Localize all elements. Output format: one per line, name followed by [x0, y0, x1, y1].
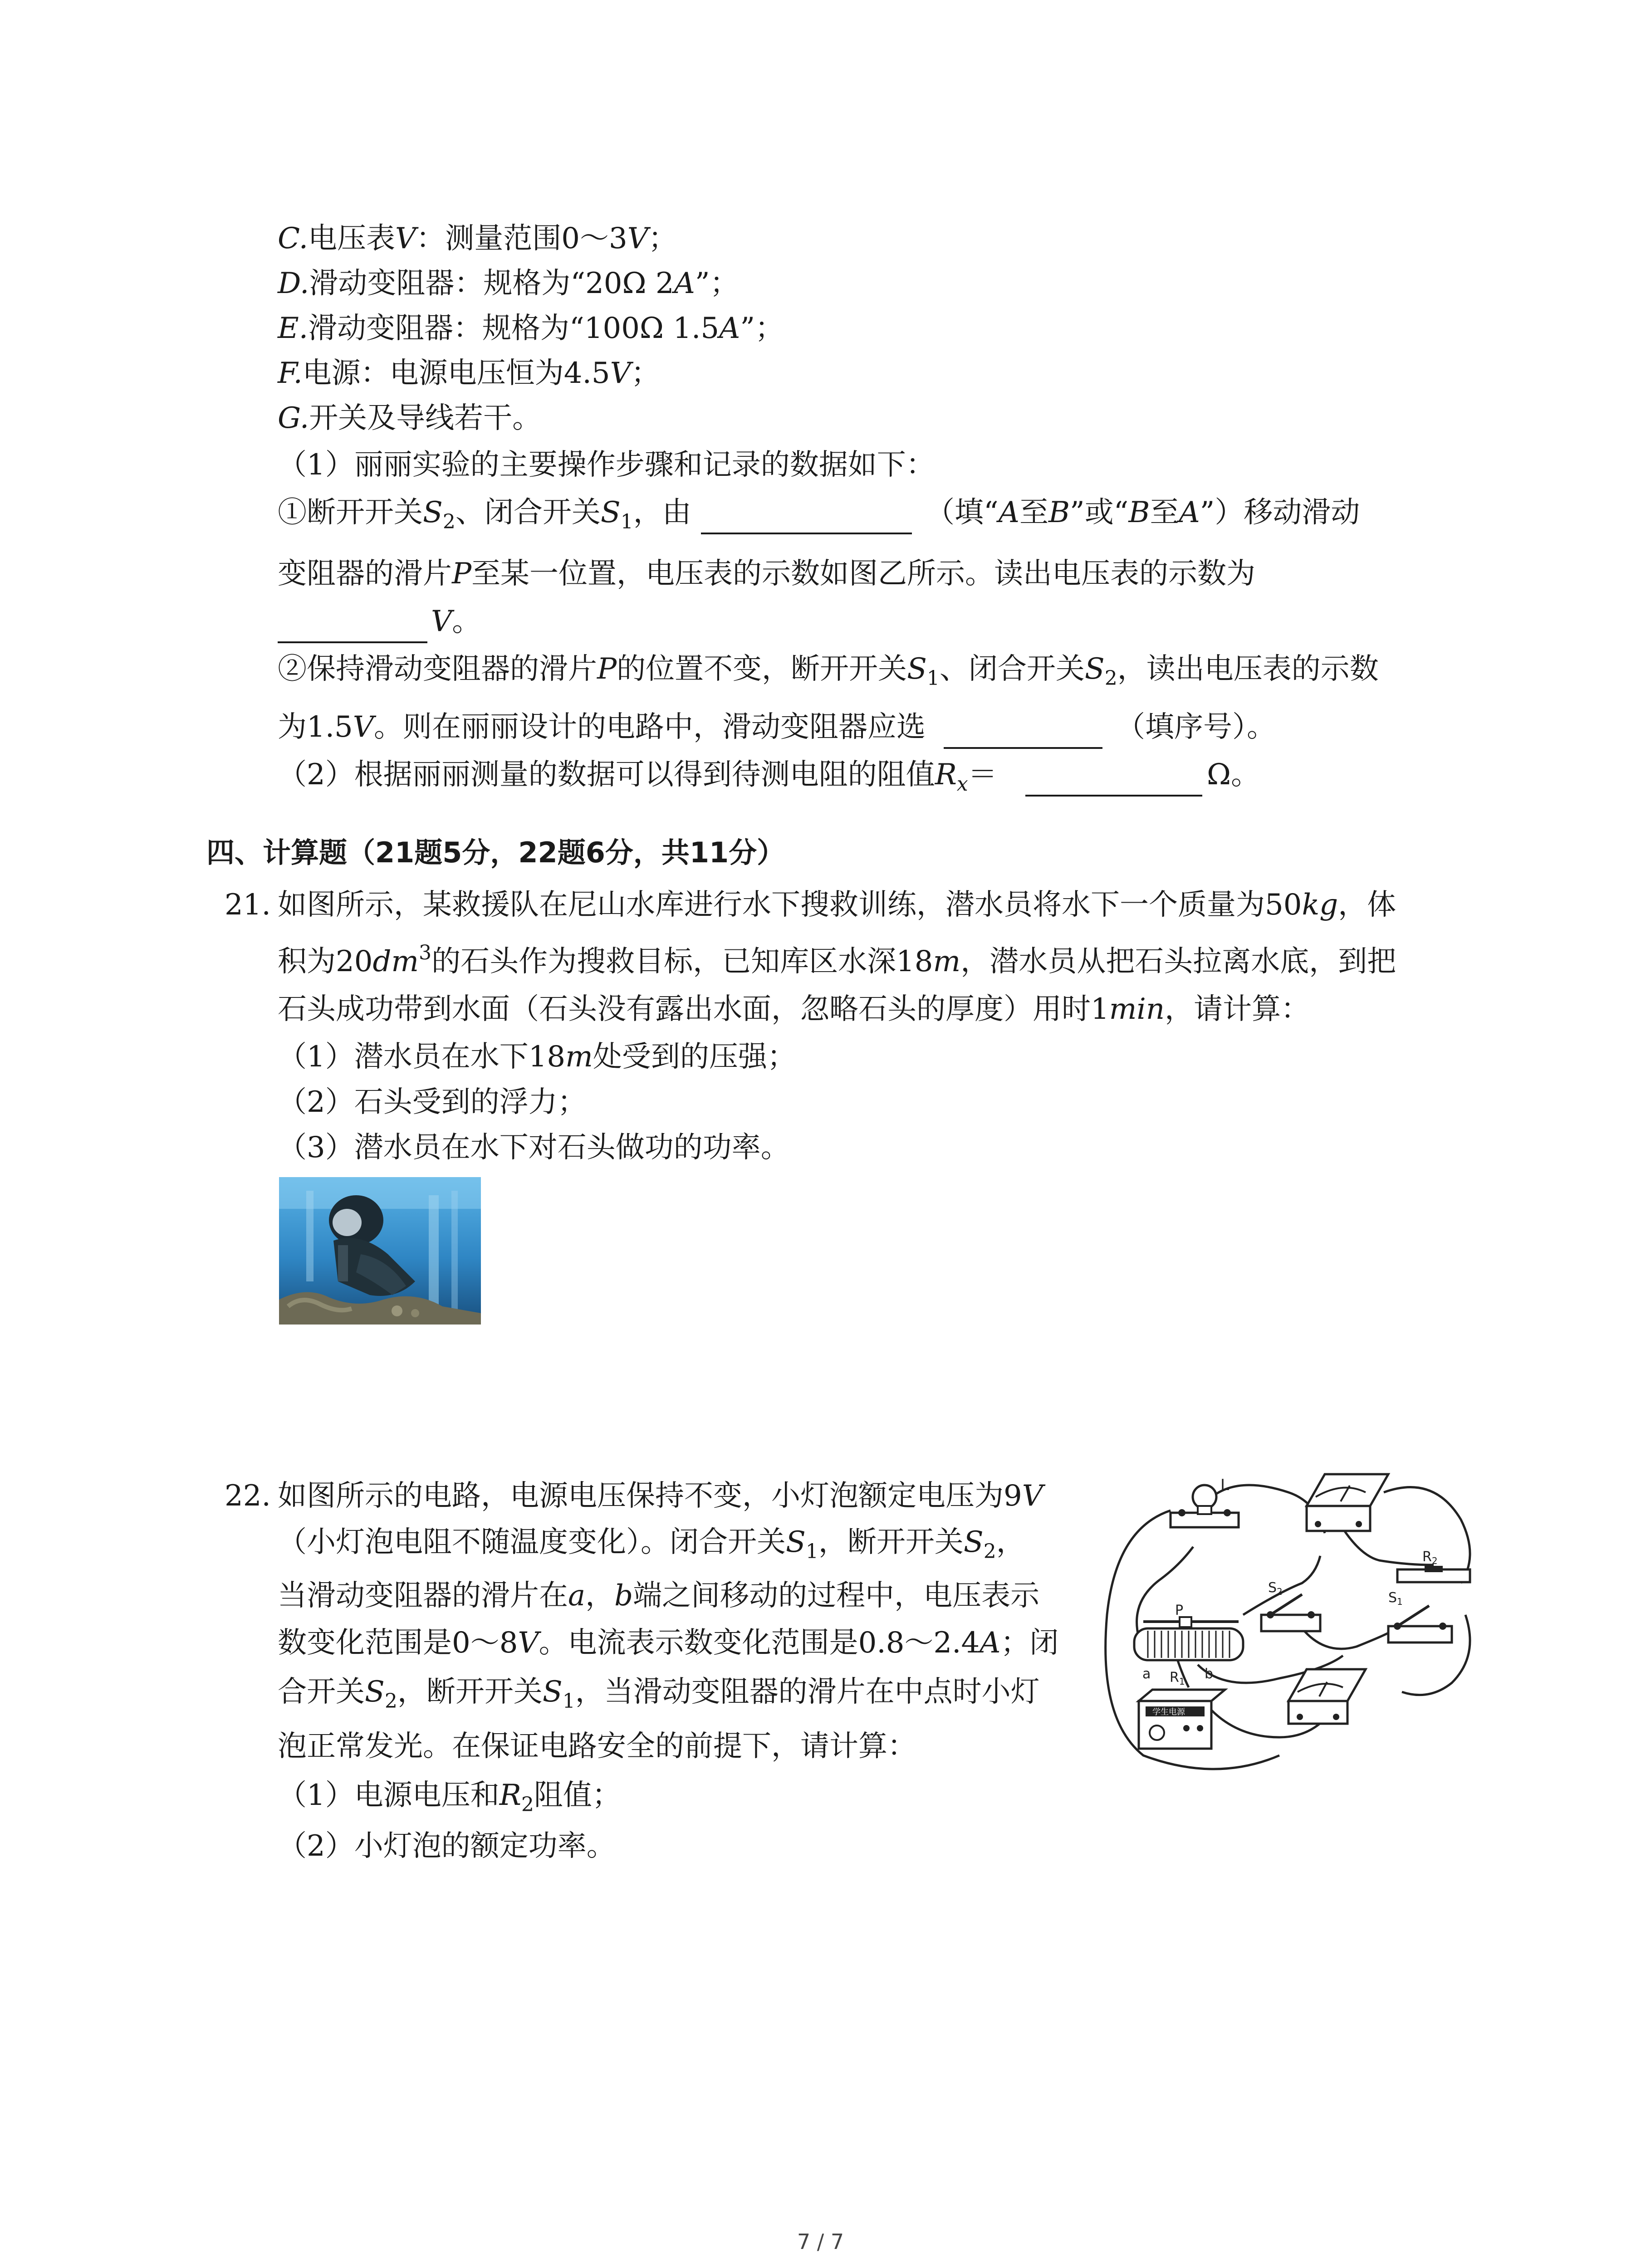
end-a-label: a	[1142, 1666, 1151, 1682]
q21-line3: 石头成功带到水面（石头没有露出水面，忽略石头的厚度）用时1min，请计算：	[278, 992, 1310, 1026]
s2-label: S	[1268, 1580, 1277, 1596]
q21-line1: 如图所示，某救援队在尼山水库进行水下搜救训练，潜水员将水下一个质量为50kg，体	[278, 888, 1396, 922]
rheostat-R1	[1134, 1603, 1243, 1687]
q20-step2-line1: ②保持滑动变阻器的滑片P的位置不变，断开开关$S_1$、闭合开关$S_2$，读出电压表的示数	[278, 652, 1379, 690]
lamp-label: L	[1220, 1476, 1229, 1494]
q21-part2: （2）石头受到的浮力；	[278, 1085, 587, 1119]
s2-label-sub: 2	[1277, 1586, 1283, 1597]
q22-number: 22.	[225, 1479, 271, 1513]
answer-blank-rheostat[interactable]	[944, 718, 1102, 749]
q20-step1-line2: 变阻器的滑片P至某一位置，电压表的示数如图乙所示。读出电压表的示数为	[278, 557, 1256, 591]
circuit-diagram	[1089, 1465, 1497, 1774]
option-g: G.开关及导线若干。	[278, 401, 542, 435]
q20-step1-line1: ①断开开关$S_2$、闭合开关$S_1$，由	[278, 496, 691, 533]
option-e: E.滑动变阻器：规格为“100Ω 1.5A”；	[278, 312, 784, 345]
q22-line6: 泡正常发光。在保证电路安全的前提下，请计算：	[278, 1730, 916, 1763]
q20-step2-fill-hint: （填序号）。	[1116, 710, 1276, 744]
voltmeter-icon	[1288, 1669, 1366, 1724]
svg-text:S1	[1388, 1590, 1403, 1607]
q22-line3: 当滑动变阻器的滑片在a，b端之间移动的过程中，电压表示	[278, 1579, 1040, 1613]
answer-blank-direction[interactable]	[701, 503, 912, 534]
q20-part2-unit: Ω。	[1207, 758, 1260, 792]
ammeter-icon	[1307, 1474, 1388, 1531]
q22-line1: 如图所示的电路，电源电压保持不变，小灯泡额定电压为9V	[278, 1479, 1043, 1513]
q22-line2: （小灯泡电阻不随温度变化）。闭合开关$S_1$，断开开关$S_2$，	[278, 1525, 1025, 1563]
option-d: D.滑动变阻器：规格为“20Ω 2A”；	[278, 267, 739, 300]
s1-label-sub: 1	[1397, 1596, 1403, 1607]
q20-step1-choice: （填“A至B”或“B至A”）移动滑动	[926, 496, 1360, 529]
s1-label: S	[1388, 1590, 1397, 1606]
end-b-label: b	[1205, 1666, 1214, 1682]
svg-text:S2	[1268, 1580, 1283, 1597]
q22-part1: （1）电源电压和$R_2$阻值；	[278, 1779, 621, 1816]
q21-part3: （3）潜水员在水下对石头做功的功率。	[278, 1131, 790, 1164]
q20-step1-unit: V。	[431, 605, 481, 638]
q22-part2: （2）小灯泡的额定功率。	[278, 1829, 616, 1863]
resistor-R2	[1397, 1549, 1470, 1582]
answer-blank-voltage[interactable]	[278, 612, 427, 643]
r1-label-sub: 1	[1179, 1676, 1185, 1687]
q20-intro: （1）丽丽实验的主要操作步骤和记录的数据如下：	[278, 448, 935, 482]
answer-blank-resistance[interactable]	[1025, 766, 1202, 797]
q21-part1: （1）潜水员在水下18m处受到的压强；	[278, 1040, 796, 1074]
lamp-L	[1171, 1476, 1239, 1527]
page-number: 7 / 7	[797, 2229, 844, 2254]
r2-label: R	[1422, 1549, 1432, 1565]
q20-step2-line2: 为1.5V。则在丽丽设计的电路中，滑动变阻器应选	[278, 710, 926, 744]
q20-part2: （2）根据丽丽测量的数据可以得到待测电阻的阻值$R_x=$	[278, 758, 997, 796]
option-c: C.电压表V：测量范围0～3V；	[278, 222, 677, 255]
power-supply-label: 学生电源	[1152, 1707, 1185, 1717]
slider-label: P	[1175, 1603, 1184, 1618]
q21-number: 21.	[225, 888, 271, 922]
q22-line5: 合开关$S_2$，断开开关$S_1$，当滑动变阻器的滑片在中点时小灯	[278, 1675, 1040, 1713]
q22-line4: 数变化范围是0～8V。电流表示数变化范围是0.8～2.4A；闭	[278, 1626, 1059, 1660]
section-heading: 四、计算题（21题5分，22题6分，共11分）	[206, 836, 785, 869]
switch-S1	[1388, 1590, 1452, 1642]
r2-label-sub: 2	[1431, 1555, 1438, 1566]
q21-line2: 积为$20dm^3$的石头作为搜救目标，已知库区水深18m，潜水员从把石头拉离水底，到把	[278, 941, 1396, 978]
svg-text:R2	[1422, 1549, 1438, 1566]
option-f: F.电源：电源电压恒为4.5V；	[278, 357, 660, 390]
power-supply	[1139, 1690, 1225, 1749]
diver-photo	[279, 1177, 481, 1325]
r1-label: R	[1170, 1670, 1179, 1686]
